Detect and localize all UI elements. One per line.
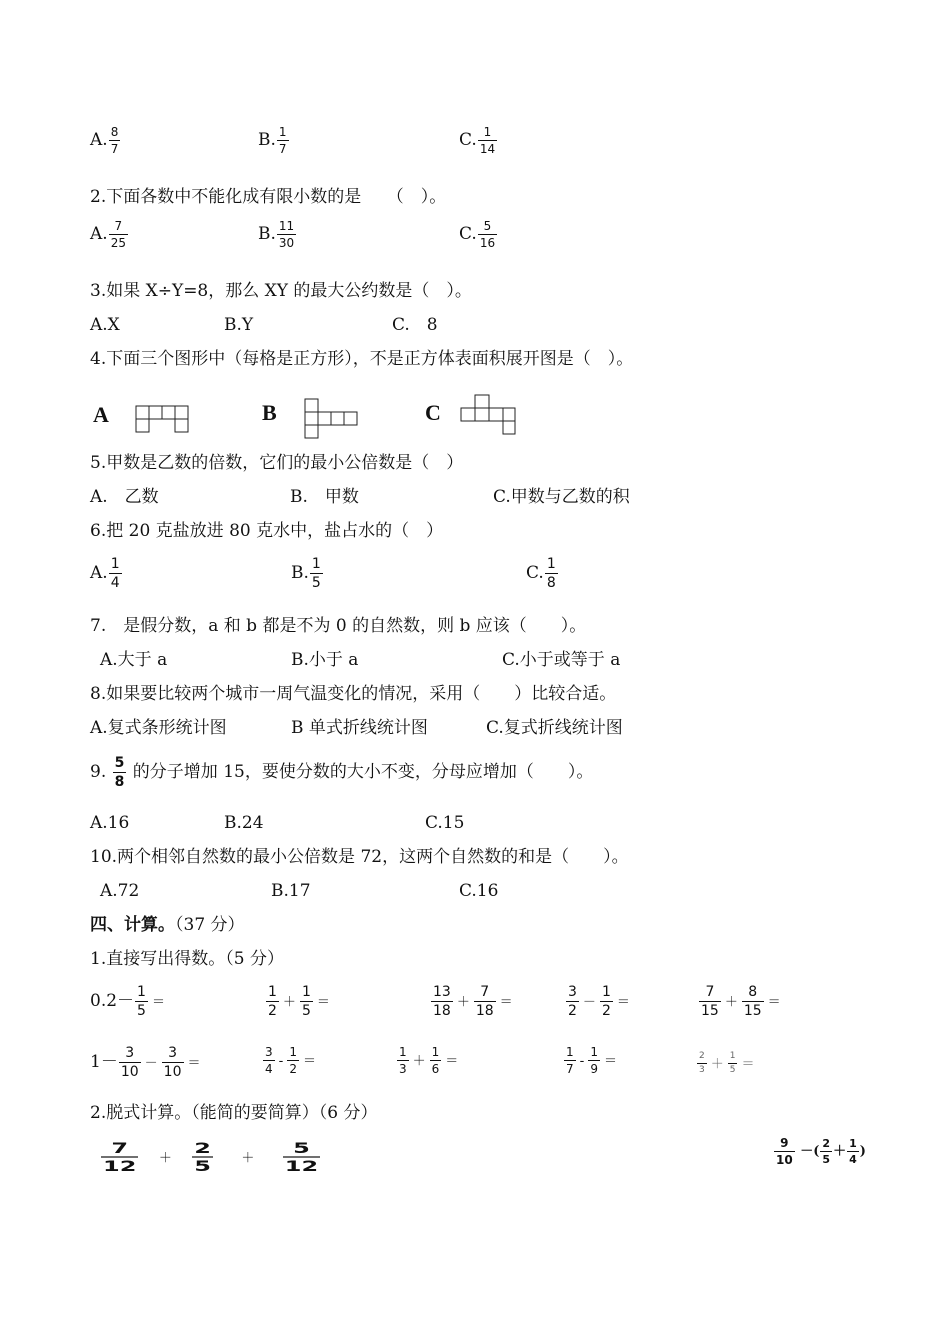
calc1-item: $\frac{1}{2}$ ＋ $\frac{1}{5}$ ＝ xyxy=(268,984,330,1019)
q7-option-a: A.大于 a xyxy=(100,650,168,670)
q4-net-figure-c xyxy=(458,394,518,438)
q1-option-a: A. $\frac{8}{7}$ xyxy=(90,125,119,156)
q9-option-b: B.24 xyxy=(224,813,264,833)
q8-option-a: A.复式条形统计图 xyxy=(90,718,227,738)
q4-question: 4.下面三个图形中（每格是正方形），不是正方体表面积展开图是（ ）。 xyxy=(90,349,634,369)
q2-question: 2.下面各数中不能化成有限小数的是 （ ）。 xyxy=(90,187,447,207)
q6-option-a: A. $\frac{1}{4}$ xyxy=(90,556,120,591)
q4-figure-a-label: A xyxy=(93,402,109,427)
calc1-item: 0.2－ $\frac{1}{5}$ ＝ xyxy=(90,984,165,1019)
q9-option-c: C.15 xyxy=(425,813,465,833)
q1-option-c: C. $\frac{1}{14}$ xyxy=(459,125,496,156)
q8-option-c: C.复式折线统计图 xyxy=(486,718,623,738)
q4-figure-b-label: B xyxy=(262,400,277,425)
q10-option-a: A.72 xyxy=(100,881,140,901)
calc1-item: $\frac{7}{15}$ ＋ $\frac{8}{15}$ ＝ xyxy=(701,984,781,1019)
q4-net-figure-a xyxy=(135,405,191,435)
q7-option-c: C.小于或等于 a xyxy=(502,650,621,670)
q1-option-b: B. $\frac{1}{7}$ xyxy=(258,125,287,156)
calc1-title: 1.直接写出得数。（5 分） xyxy=(90,949,284,969)
calc1-item: $\frac{2}{3}$ ＋ $\frac{1}{5}$ ＝ xyxy=(699,1051,755,1075)
q5-option-b: B. 甲数 xyxy=(290,487,359,507)
calc1-item: $\frac{3}{4}$ - $\frac{1}{2}$ ＝ xyxy=(265,1045,316,1076)
q5-option-a: A. 乙数 xyxy=(90,487,159,507)
calc1-item: $\frac{3}{2}$ － $\frac{1}{2}$ ＝ xyxy=(568,984,630,1019)
q9-option-a: A.16 xyxy=(90,813,130,833)
calc1-item: 1－ $\frac{3}{10}$ － $\frac{3}{10}$ ＝ xyxy=(90,1045,201,1080)
q9-question: 9. $\frac{5}{8}$ 的分子增加 15，要使分数的大小不变，分母应增加（ ）。 xyxy=(90,755,594,790)
q7-option-b: B.小于 a xyxy=(291,650,359,670)
q6-option-c: C. $\frac{1}{8}$ xyxy=(526,556,556,591)
q10-option-c: C.16 xyxy=(459,881,499,901)
calc2-expression-2: $\frac{9}{10}$ －( $\frac{2}{5}$ ＋ $\frac{1}{4}$ ) xyxy=(776,1136,866,1167)
q6-question: 6.把 20 克盐放进 80 克水中，盐占水的（ ） xyxy=(90,521,444,541)
q3-question: 3.如果 X÷Y=8，那么 XY 的最大公约数是（ ）。 xyxy=(90,281,472,301)
calc2-title: 2.脱式计算。（能简的要简算）（6 分） xyxy=(90,1103,378,1123)
q3-option-b: B.Y xyxy=(224,315,254,335)
q2-option-b: B. $\frac{11}{30}$ xyxy=(258,219,295,250)
q6-option-b: B. $\frac{1}{5}$ xyxy=(291,556,321,591)
q5-question: 5.甲数是乙数的倍数，它们的最小公倍数是（ ） xyxy=(90,453,464,473)
q4-net-figure-b xyxy=(304,398,360,442)
q8-option-b: B 单式折线统计图 xyxy=(291,718,428,738)
q4-figure-c-label: C xyxy=(425,400,441,425)
q8-question: 8.如果要比较两个城市一周气温变化的情况，采用（ ）比较合适。 xyxy=(90,684,617,704)
section-heading: 四、计算。（37 分） xyxy=(90,915,245,935)
q7-question: 7. 是假分数，a 和 b 都是不为 0 的自然数，则 b 应该（ ）。 xyxy=(90,616,587,636)
q2-option-a: A. $\frac{7}{25}$ xyxy=(90,219,126,250)
calc1-item: $\frac{1}{3}$ ＋ $\frac{1}{6}$ ＝ xyxy=(399,1045,459,1076)
q10-question: 10.两个相邻自然数的最小公倍数是 72，这两个自然数的和是（ ）。 xyxy=(90,847,629,867)
q3-option-c: C. 8 xyxy=(392,315,438,335)
q2-option-c: C. $\frac{5}{16}$ xyxy=(459,219,496,250)
q3-option-a: A.X xyxy=(90,315,120,335)
calc1-item: $\frac{13}{18}$ ＋ $\frac{7}{18}$ ＝ xyxy=(433,984,513,1019)
calc1-item: $\frac{1}{7}$ - $\frac{1}{9}$ ＝ xyxy=(566,1045,617,1076)
q10-option-b: B.17 xyxy=(271,881,311,901)
q5-option-c: C.甲数与乙数的积 xyxy=(493,487,630,507)
calc2-expression-1: $\frac{7}{12}$ ＋ $\frac{2}{5}$ ＋ $\frac{5}{12}$ xyxy=(103,1139,319,1175)
